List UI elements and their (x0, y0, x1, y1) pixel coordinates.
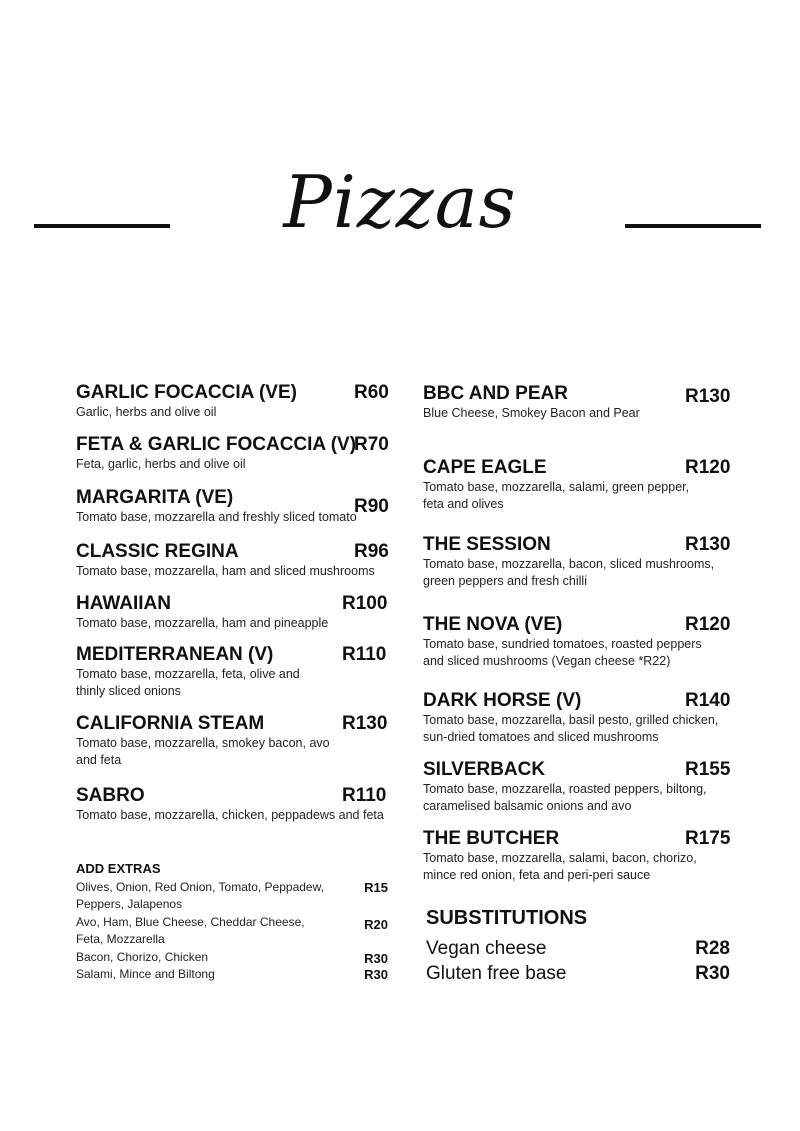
substitution-price: R30 (695, 963, 730, 984)
item-name: CAPE EAGLE (423, 457, 547, 478)
item-name: BBC AND PEAR (423, 383, 568, 404)
item-name: MARGARITA (VE) (76, 487, 234, 508)
item-description: Tomato base, mozzarella, roasted peppers, biltong, caramelised balsamic onions and avo (423, 782, 707, 813)
item-price: R155 (685, 759, 731, 780)
item-description: Tomato base, mozzarella, salami, green pepper, feta and olives (423, 480, 690, 511)
extras-heading: ADD EXTRAS (76, 861, 161, 876)
item-price: R60 (354, 382, 389, 403)
extras-items: Bacon, Chorizo, Chicken (76, 950, 209, 964)
substitutions-heading: SUBSTITUTIONS (426, 907, 588, 929)
item-name: HAWAIIAN (76, 593, 171, 614)
page-title: Pizzas (283, 160, 517, 244)
extras-items: Olives, Onion, Red Onion, Tomato, Peppadew, Peppers, Jalapenos (76, 880, 324, 911)
item-price: R110 (342, 785, 387, 806)
item-price: R130 (685, 386, 731, 407)
substitution-row (426, 962, 730, 986)
item-name: SABRO (76, 785, 145, 806)
extras-items: Avo, Ham, Blue Cheese, Cheddar Cheese, Feta, Mozzarella (76, 915, 305, 946)
item-description: Blue Cheese, Smokey Bacon and Pear (423, 406, 640, 420)
extras-price: R20 (364, 917, 388, 932)
item-price: R140 (685, 690, 731, 711)
item-description: Tomato base, mozzarella, ham and sliced mushrooms (76, 564, 375, 578)
extras-row (76, 949, 388, 966)
item-description: Tomato base, mozzarella, basil pesto, grilled chicken, sun-dried tomatoes and sliced mushrooms (423, 713, 719, 744)
item-description: Garlic, herbs and olive oil (76, 405, 217, 419)
extras-price: R30 (364, 967, 388, 982)
item-name: MEDITERRANEAN (V) (76, 644, 274, 665)
extras-row (76, 914, 388, 948)
item-description: Feta, garlic, herbs and olive oil (76, 457, 246, 471)
item-name: THE SESSION (423, 534, 551, 555)
item-description: Tomato base, mozzarella, ham and pineapple (76, 616, 329, 630)
item-price: R175 (685, 828, 731, 849)
item-price: R120 (685, 614, 731, 635)
substitution-name: Vegan cheese (426, 938, 547, 959)
item-name: THE NOVA (VE) (423, 614, 563, 635)
item-price: R110 (342, 644, 387, 665)
extras-row (76, 966, 388, 983)
item-price: R120 (685, 457, 731, 478)
item-name: CLASSIC REGINA (76, 541, 239, 562)
item-name: THE BUTCHER (423, 828, 560, 849)
substitution-name: Gluten free base (426, 963, 567, 984)
item-name: CALIFORNIA STEAM (76, 713, 265, 734)
item-price: R130 (685, 534, 731, 555)
item-description: Tomato base, mozzarella and freshly sliced tomato (76, 510, 357, 524)
item-price: R90 (354, 496, 389, 517)
item-description: Tomato base, mozzarella, bacon, sliced mushrooms, green peppers and fresh chilli (423, 557, 715, 588)
item-price: R100 (342, 593, 388, 614)
extras-price: R15 (364, 880, 388, 895)
item-description: Tomato base, mozzarella, chicken, peppadews and feta (76, 808, 384, 822)
item-description: Tomato base, mozzarella, smokey bacon, avo and feta (76, 736, 330, 767)
item-name: DARK HORSE (V) (423, 690, 582, 711)
item-name: FETA & GARLIC FOCACCIA (V) (76, 434, 357, 455)
item-price: R96 (354, 541, 389, 562)
extras-price: R30 (364, 951, 388, 966)
item-name: SILVERBACK (423, 759, 546, 780)
item-name: GARLIC FOCACCIA (VE) (76, 382, 297, 403)
extras-items: Salami, Mince and Biltong (76, 967, 215, 981)
substitution-row (426, 937, 730, 961)
substitution-price: R28 (695, 938, 730, 959)
item-description: Tomato base, sundried tomatoes, roasted peppers and sliced mushrooms (Vegan cheese *R22) (423, 637, 702, 668)
item-description: Tomato base, mozzarella, feta, olive and thinly sliced onions (76, 667, 300, 698)
item-description: Tomato base, mozzarella, salami, bacon, chorizo, mince red onion, feta and peri-peri sauce (423, 851, 697, 882)
item-price: R130 (342, 713, 388, 734)
extras-row (76, 879, 388, 913)
item-price: R70 (354, 434, 389, 455)
